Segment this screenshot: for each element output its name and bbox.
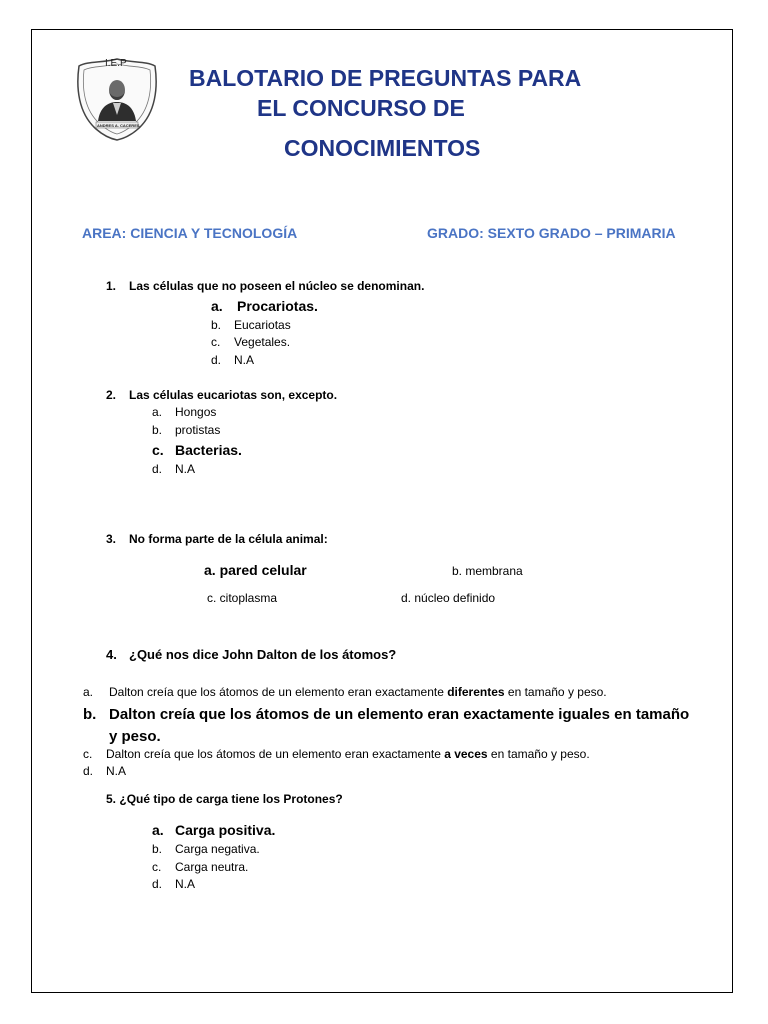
q1-option-d <box>211 353 254 367</box>
option-marker: d. <box>211 353 222 367</box>
q5-option-c <box>152 860 248 874</box>
option-text: N.A <box>175 462 196 476</box>
option-marker: a. <box>152 822 164 838</box>
q1-option-c <box>211 335 290 349</box>
q2-option-a <box>152 405 216 419</box>
option-marker: c. <box>211 335 221 349</box>
question-1 <box>106 279 424 293</box>
option-marker: b. <box>211 318 222 332</box>
grade-label: GRADO: SEXTO GRADO – PRIMARIA <box>427 225 676 241</box>
option-text-pre: Dalton creía que los átomos de un elemento eran exactamente <box>109 685 448 699</box>
question-number: 2. <box>106 388 117 402</box>
q4-option-b <box>83 704 689 748</box>
option-text-pre: Dalton creía que los átomos de un elemento eran exactamente <box>106 747 445 761</box>
crest-top-text: I.E.P <box>105 58 127 69</box>
area-label: AREA: CIENCIA Y TECNOLOGÍA <box>82 225 298 241</box>
question-number: 5. <box>106 792 117 806</box>
option-text: Hongos <box>175 405 217 419</box>
school-crest-logo <box>76 57 158 141</box>
page-title-line3: CONOCIMIENTOS <box>284 135 481 161</box>
question-text: ¿Qué nos dice John Dalton de los átomos? <box>129 647 397 662</box>
option-text-post: en tamaño y peso. <box>504 685 607 699</box>
question-number: 4. <box>106 647 117 662</box>
option-text-bold: diferentes <box>447 685 505 699</box>
q3-option-a: a. pared celular <box>204 562 307 578</box>
option-text-post: en tamaño y peso. <box>487 747 590 761</box>
question-4 <box>106 647 396 662</box>
option-marker: a. <box>152 405 163 419</box>
q1-option-b <box>211 318 291 332</box>
question-5 <box>106 792 343 806</box>
option-text: Vegetales. <box>234 335 291 349</box>
option-text-line1: Dalton creía que los átomos de un elemento eran exactamente iguales en tamaño <box>109 706 690 723</box>
q5-option-b <box>152 842 260 856</box>
question-text: Las células eucariotas son, excepto. <box>129 388 338 402</box>
option-marker: a. <box>211 298 223 314</box>
option-text: Carga neutra. <box>175 860 249 874</box>
question-text: ¿Qué tipo de carga tiene los Protones? <box>119 792 343 806</box>
option-text: Carga positiva. <box>175 822 276 838</box>
crest-bottom-text: ANDRES A. CACERES <box>97 123 140 128</box>
option-marker: d. <box>83 764 94 778</box>
option-text: Procariotas. <box>237 298 318 314</box>
option-marker: d. <box>152 462 163 476</box>
q2-option-c <box>152 442 242 458</box>
q3-option-b: b. membrana <box>452 564 523 578</box>
option-marker: b. <box>152 842 163 856</box>
q3-option-d: d. núcleo definido <box>401 591 496 605</box>
page-title-line1: BALOTARIO DE PREGUNTAS PARA <box>189 65 582 91</box>
q5-option-d <box>152 877 195 891</box>
option-text: Carga negativa. <box>175 842 260 856</box>
q1-option-a <box>211 298 318 314</box>
option-text: Eucariotas <box>234 318 291 332</box>
page-border <box>31 29 733 993</box>
option-marker: c. <box>83 747 93 761</box>
option-marker: c. <box>152 860 162 874</box>
question-2 <box>106 388 337 402</box>
page-title-line2: EL CONCURSO DE <box>257 95 465 121</box>
option-marker: c. <box>152 442 164 458</box>
q2-option-d <box>152 462 195 476</box>
option-marker: b. <box>152 423 163 437</box>
question-number: 3. <box>106 532 117 546</box>
option-marker: a. <box>83 685 94 699</box>
q4-option-d <box>83 764 126 778</box>
option-text: N.A <box>234 353 255 367</box>
option-text: N.A <box>175 877 196 891</box>
q2-option-b <box>152 423 220 437</box>
q3-option-c: c. citoplasma <box>207 591 278 605</box>
question-3 <box>106 532 328 546</box>
option-text: N.A <box>106 764 127 778</box>
option-marker: d. <box>152 877 163 891</box>
q4-option-a <box>83 685 607 699</box>
option-text-line2: y peso. <box>109 728 161 745</box>
question-text: Las células que no poseen el núcleo se denominan. <box>129 279 425 293</box>
question-number: 1. <box>106 279 117 293</box>
q4-option-c <box>83 747 590 761</box>
q5-option-a <box>152 822 275 838</box>
option-marker: b. <box>83 706 97 723</box>
question-text: No forma parte de la célula animal: <box>129 532 328 546</box>
option-text: protistas <box>175 423 221 437</box>
option-text-bold: a veces <box>444 747 488 761</box>
option-text: Bacterias. <box>175 442 242 458</box>
